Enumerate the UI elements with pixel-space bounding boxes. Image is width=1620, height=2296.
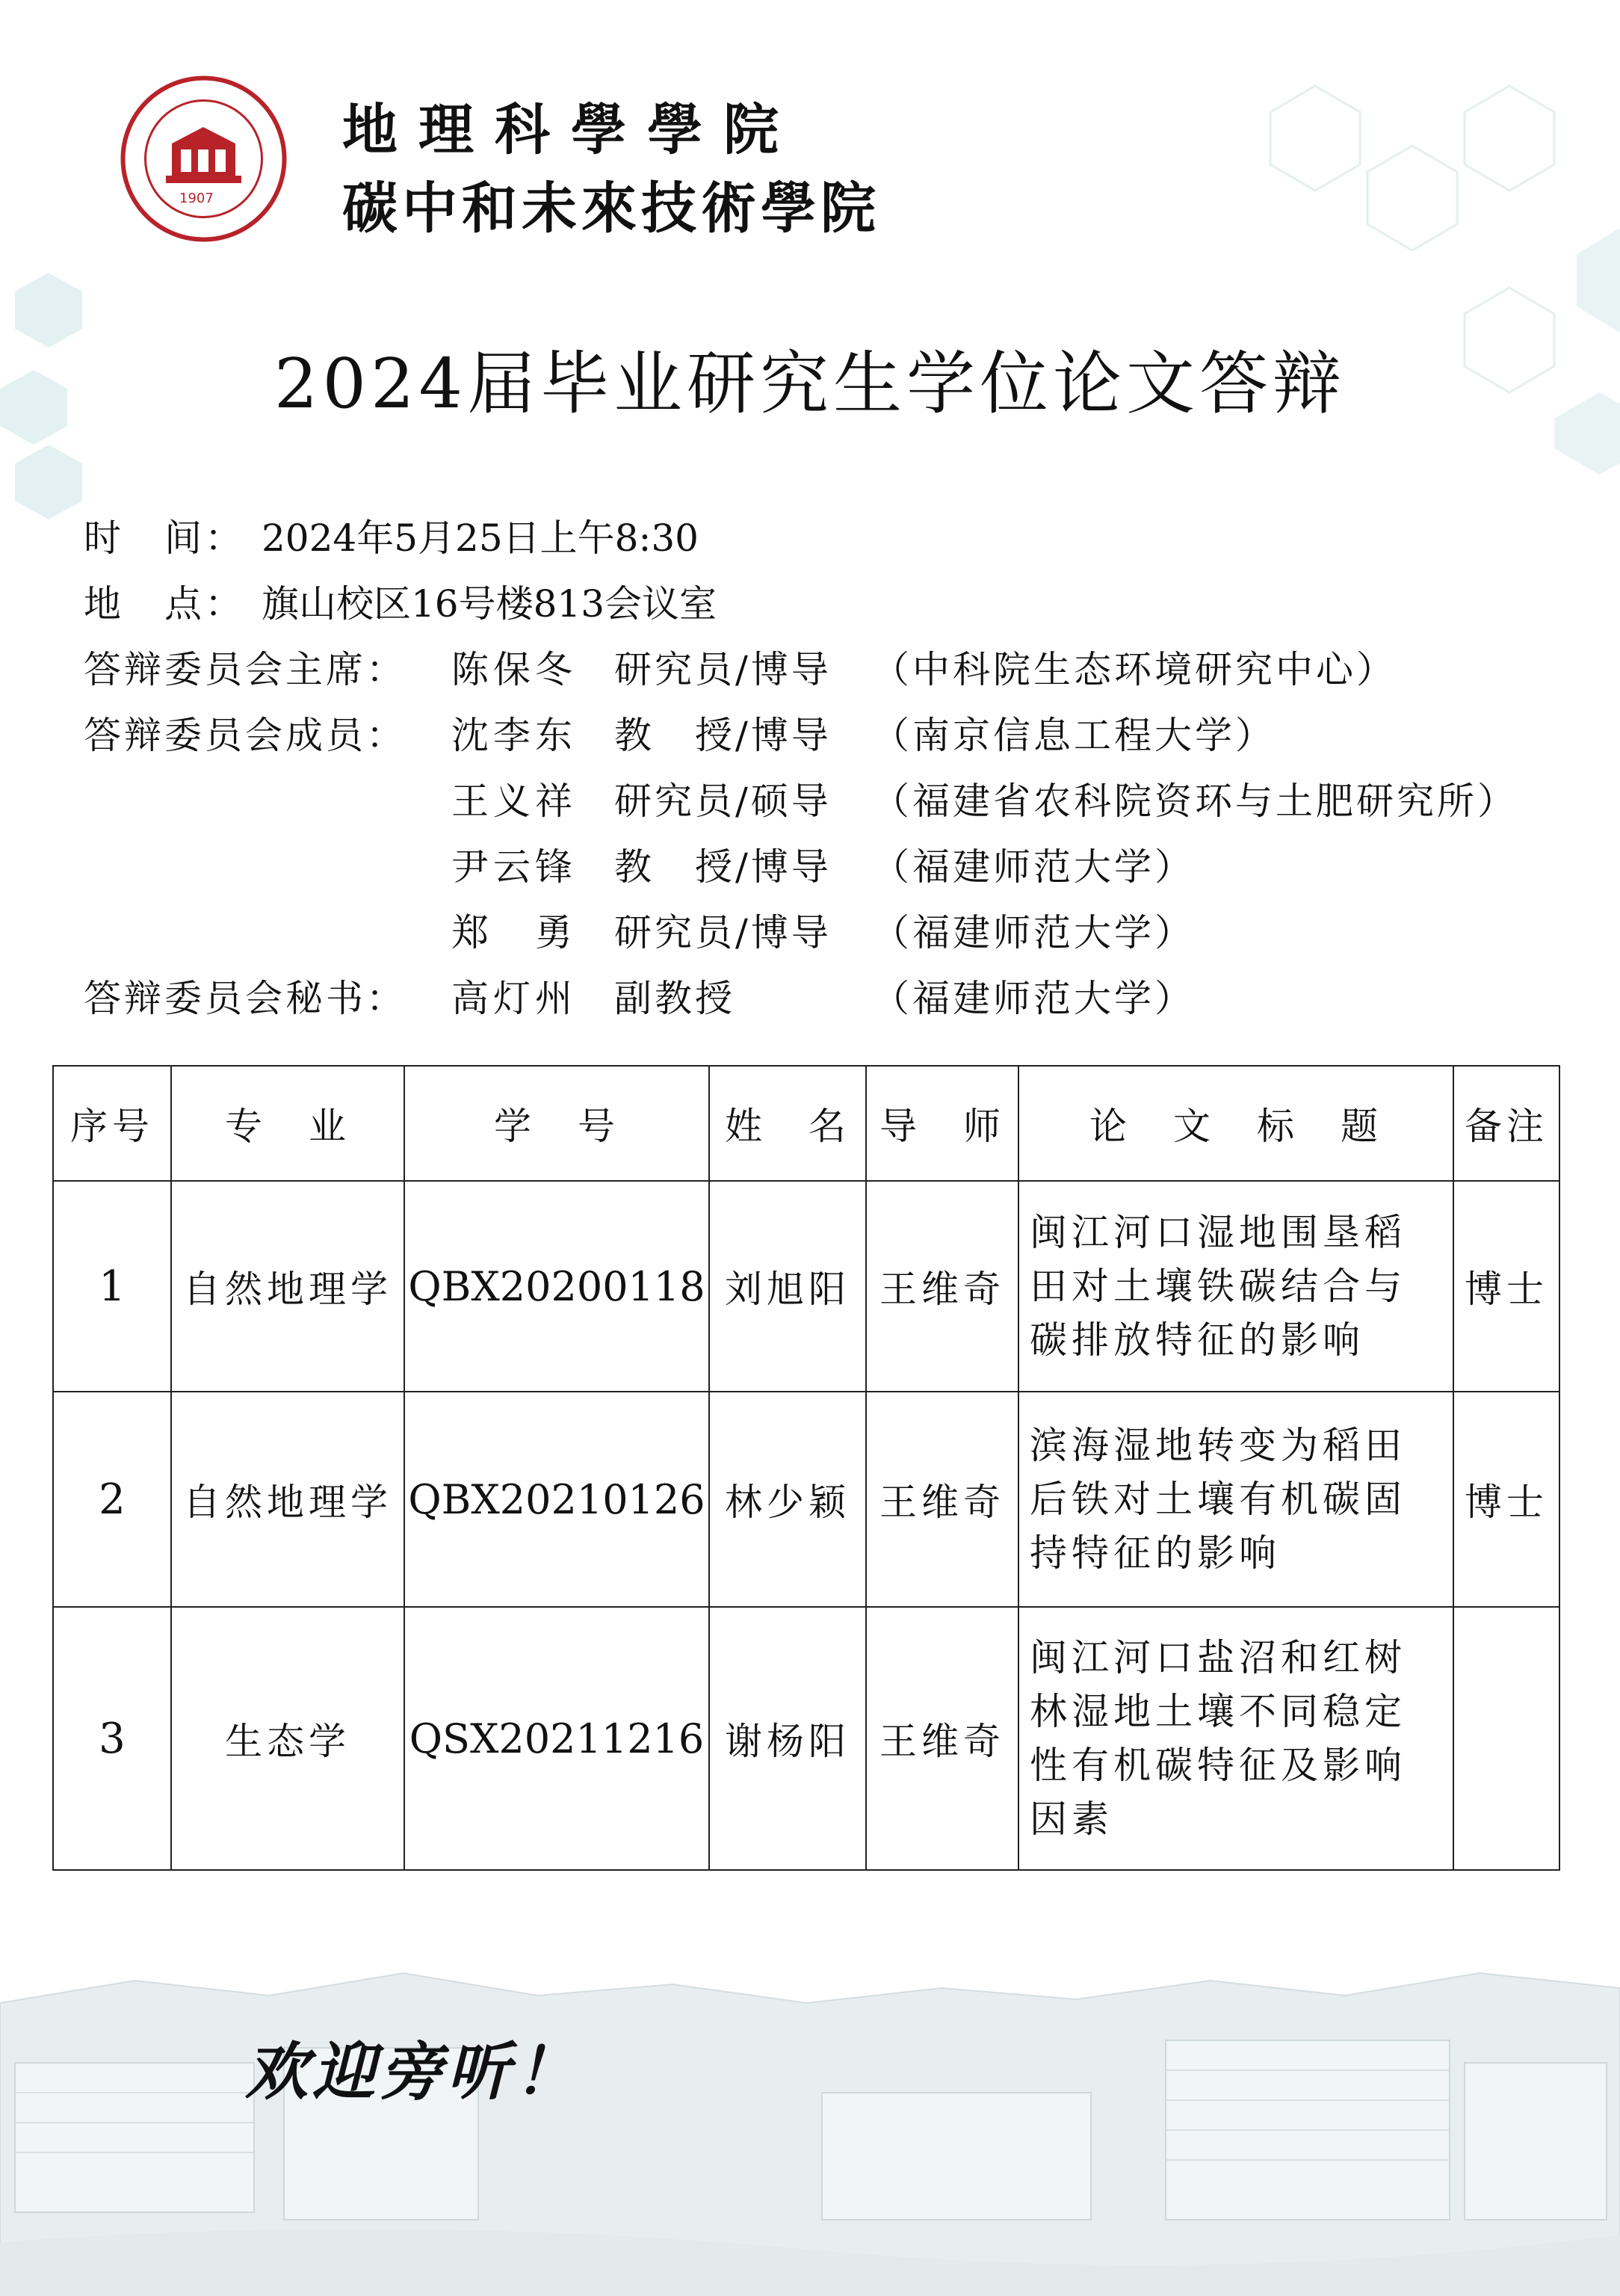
thesis-title-line: 闽江河口盐沼和红树 [1030, 1636, 1406, 1679]
table-row [53, 1607, 1559, 1870]
place-row [84, 574, 1608, 640]
member-name: 王义祥 [451, 780, 577, 823]
student-id-cell: QSX20211216 [404, 1607, 709, 1870]
thesis-title-line: 闽江河口湿地围垦稻 [1030, 1211, 1406, 1254]
thesis-title-line: 后铁对土壤有机碳固 [1030, 1478, 1406, 1521]
thesis-title-cell [1018, 1607, 1453, 1870]
member-title: 研究员/硕导 [614, 780, 832, 823]
time-value: 2024年5月25日上午8:30 [262, 516, 699, 560]
place-value: 旗山校区16号楼813会议室 [262, 582, 717, 626]
member-title: 研究员/博导 [614, 911, 832, 954]
campus-sketch-illustration [0, 1913, 1620, 2296]
place-label: 地 点： [84, 582, 245, 626]
column-header: 学 号 [404, 1066, 709, 1181]
page-title: 2024届毕业研究生学位论文答辩 [273, 344, 1347, 424]
member-row [84, 903, 1608, 969]
note-cell: 博士 [1453, 1392, 1559, 1607]
secretary-name: 高灯州 [451, 977, 577, 1020]
thesis-title-line: 持特征的影响 [1030, 1531, 1281, 1575]
school-name-line2: 碳中和未來技術學院 [342, 176, 880, 241]
note-cell: 博士 [1453, 1181, 1559, 1392]
secretary-org: （福建师范大学） [872, 977, 1195, 1020]
row-number: 3 [53, 1607, 171, 1870]
chair-label: 答辩委员会主席： [84, 648, 406, 691]
table-row [53, 1392, 1559, 1607]
advisor-cell: 王维奇 [866, 1607, 1018, 1870]
major-cell: 自然地理学 [171, 1392, 404, 1607]
member-org: （南京信息工程大学） [872, 714, 1276, 757]
school-name-line1: 地理科學學院 [342, 98, 800, 162]
member-org: （福建师范大学） [872, 845, 1195, 889]
thesis-title-line: 碳排放特征的影响 [1030, 1318, 1364, 1362]
welcome-message: 欢迎旁听！ [245, 2034, 582, 2108]
thesis-title-line: 因素 [1030, 1797, 1113, 1841]
secretary-label: 答辩委员会秘书： [84, 977, 406, 1020]
thesis-title-cell [1018, 1181, 1453, 1392]
row-number: 1 [53, 1181, 171, 1392]
member-title: 教 授/博导 [614, 845, 832, 889]
note-cell [1453, 1607, 1559, 1870]
column-header: 专 业 [171, 1066, 404, 1181]
column-header: 备注 [1453, 1066, 1559, 1181]
members-label: 答辩委员会成员： [84, 714, 406, 757]
time-label: 时 间： [84, 516, 245, 560]
logo-year: 1907 [179, 191, 214, 206]
table-row [53, 1181, 1559, 1392]
row-number: 2 [53, 1392, 171, 1607]
column-header: 论 文 标 题 [1018, 1066, 1453, 1181]
defense-info [84, 508, 1608, 1034]
defense-schedule-table [52, 1065, 1560, 1871]
secretary-row [84, 969, 1608, 1034]
advisor-cell: 王维奇 [866, 1181, 1018, 1392]
column-header: 姓 名 [709, 1066, 866, 1181]
member-name: 沈李东 [451, 714, 577, 757]
chair-org: （中科院生态环境研究中心） [872, 648, 1397, 691]
column-header: 序号 [53, 1066, 171, 1181]
member-org: （福建师范大学） [872, 911, 1195, 954]
student-id-cell: QBX20200118 [404, 1181, 709, 1392]
chair-row [84, 640, 1608, 706]
major-cell: 生态学 [171, 1607, 404, 1870]
thesis-title-line: 性有机碳特征及影响 [1030, 1744, 1406, 1787]
student-id-cell: QBX20210126 [404, 1392, 709, 1607]
member-name: 郑 勇 [451, 911, 577, 954]
advisor-cell: 王维奇 [866, 1392, 1018, 1607]
thesis-title-cell [1018, 1392, 1453, 1607]
thesis-title-line: 滨海湿地转变为稻田 [1030, 1424, 1406, 1467]
time-row [84, 508, 1608, 574]
table-header-row [53, 1066, 1559, 1181]
thesis-title-line: 林湿地土壤不同稳定 [1030, 1690, 1406, 1733]
student-name-cell: 林少颖 [709, 1392, 866, 1607]
member-row [84, 706, 1608, 771]
chair-name: 陈保冬 [451, 648, 577, 691]
university-seal-logo [120, 75, 288, 243]
member-row [84, 837, 1608, 903]
secretary-title: 副教授 [614, 977, 735, 1020]
thesis-title-line: 田对土壤铁碳结合与 [1030, 1265, 1406, 1308]
member-row [84, 771, 1608, 837]
member-org: （福建省农科院资环与土肥研究所） [872, 780, 1518, 823]
student-name-cell: 刘旭阳 [709, 1181, 866, 1392]
student-name-cell: 谢杨阳 [709, 1607, 866, 1870]
member-title: 教 授/博导 [614, 714, 832, 757]
major-cell: 自然地理学 [171, 1181, 404, 1392]
chair-title: 研究员/博导 [614, 648, 832, 691]
column-header: 导 师 [866, 1066, 1018, 1181]
member-name: 尹云锋 [451, 845, 577, 889]
